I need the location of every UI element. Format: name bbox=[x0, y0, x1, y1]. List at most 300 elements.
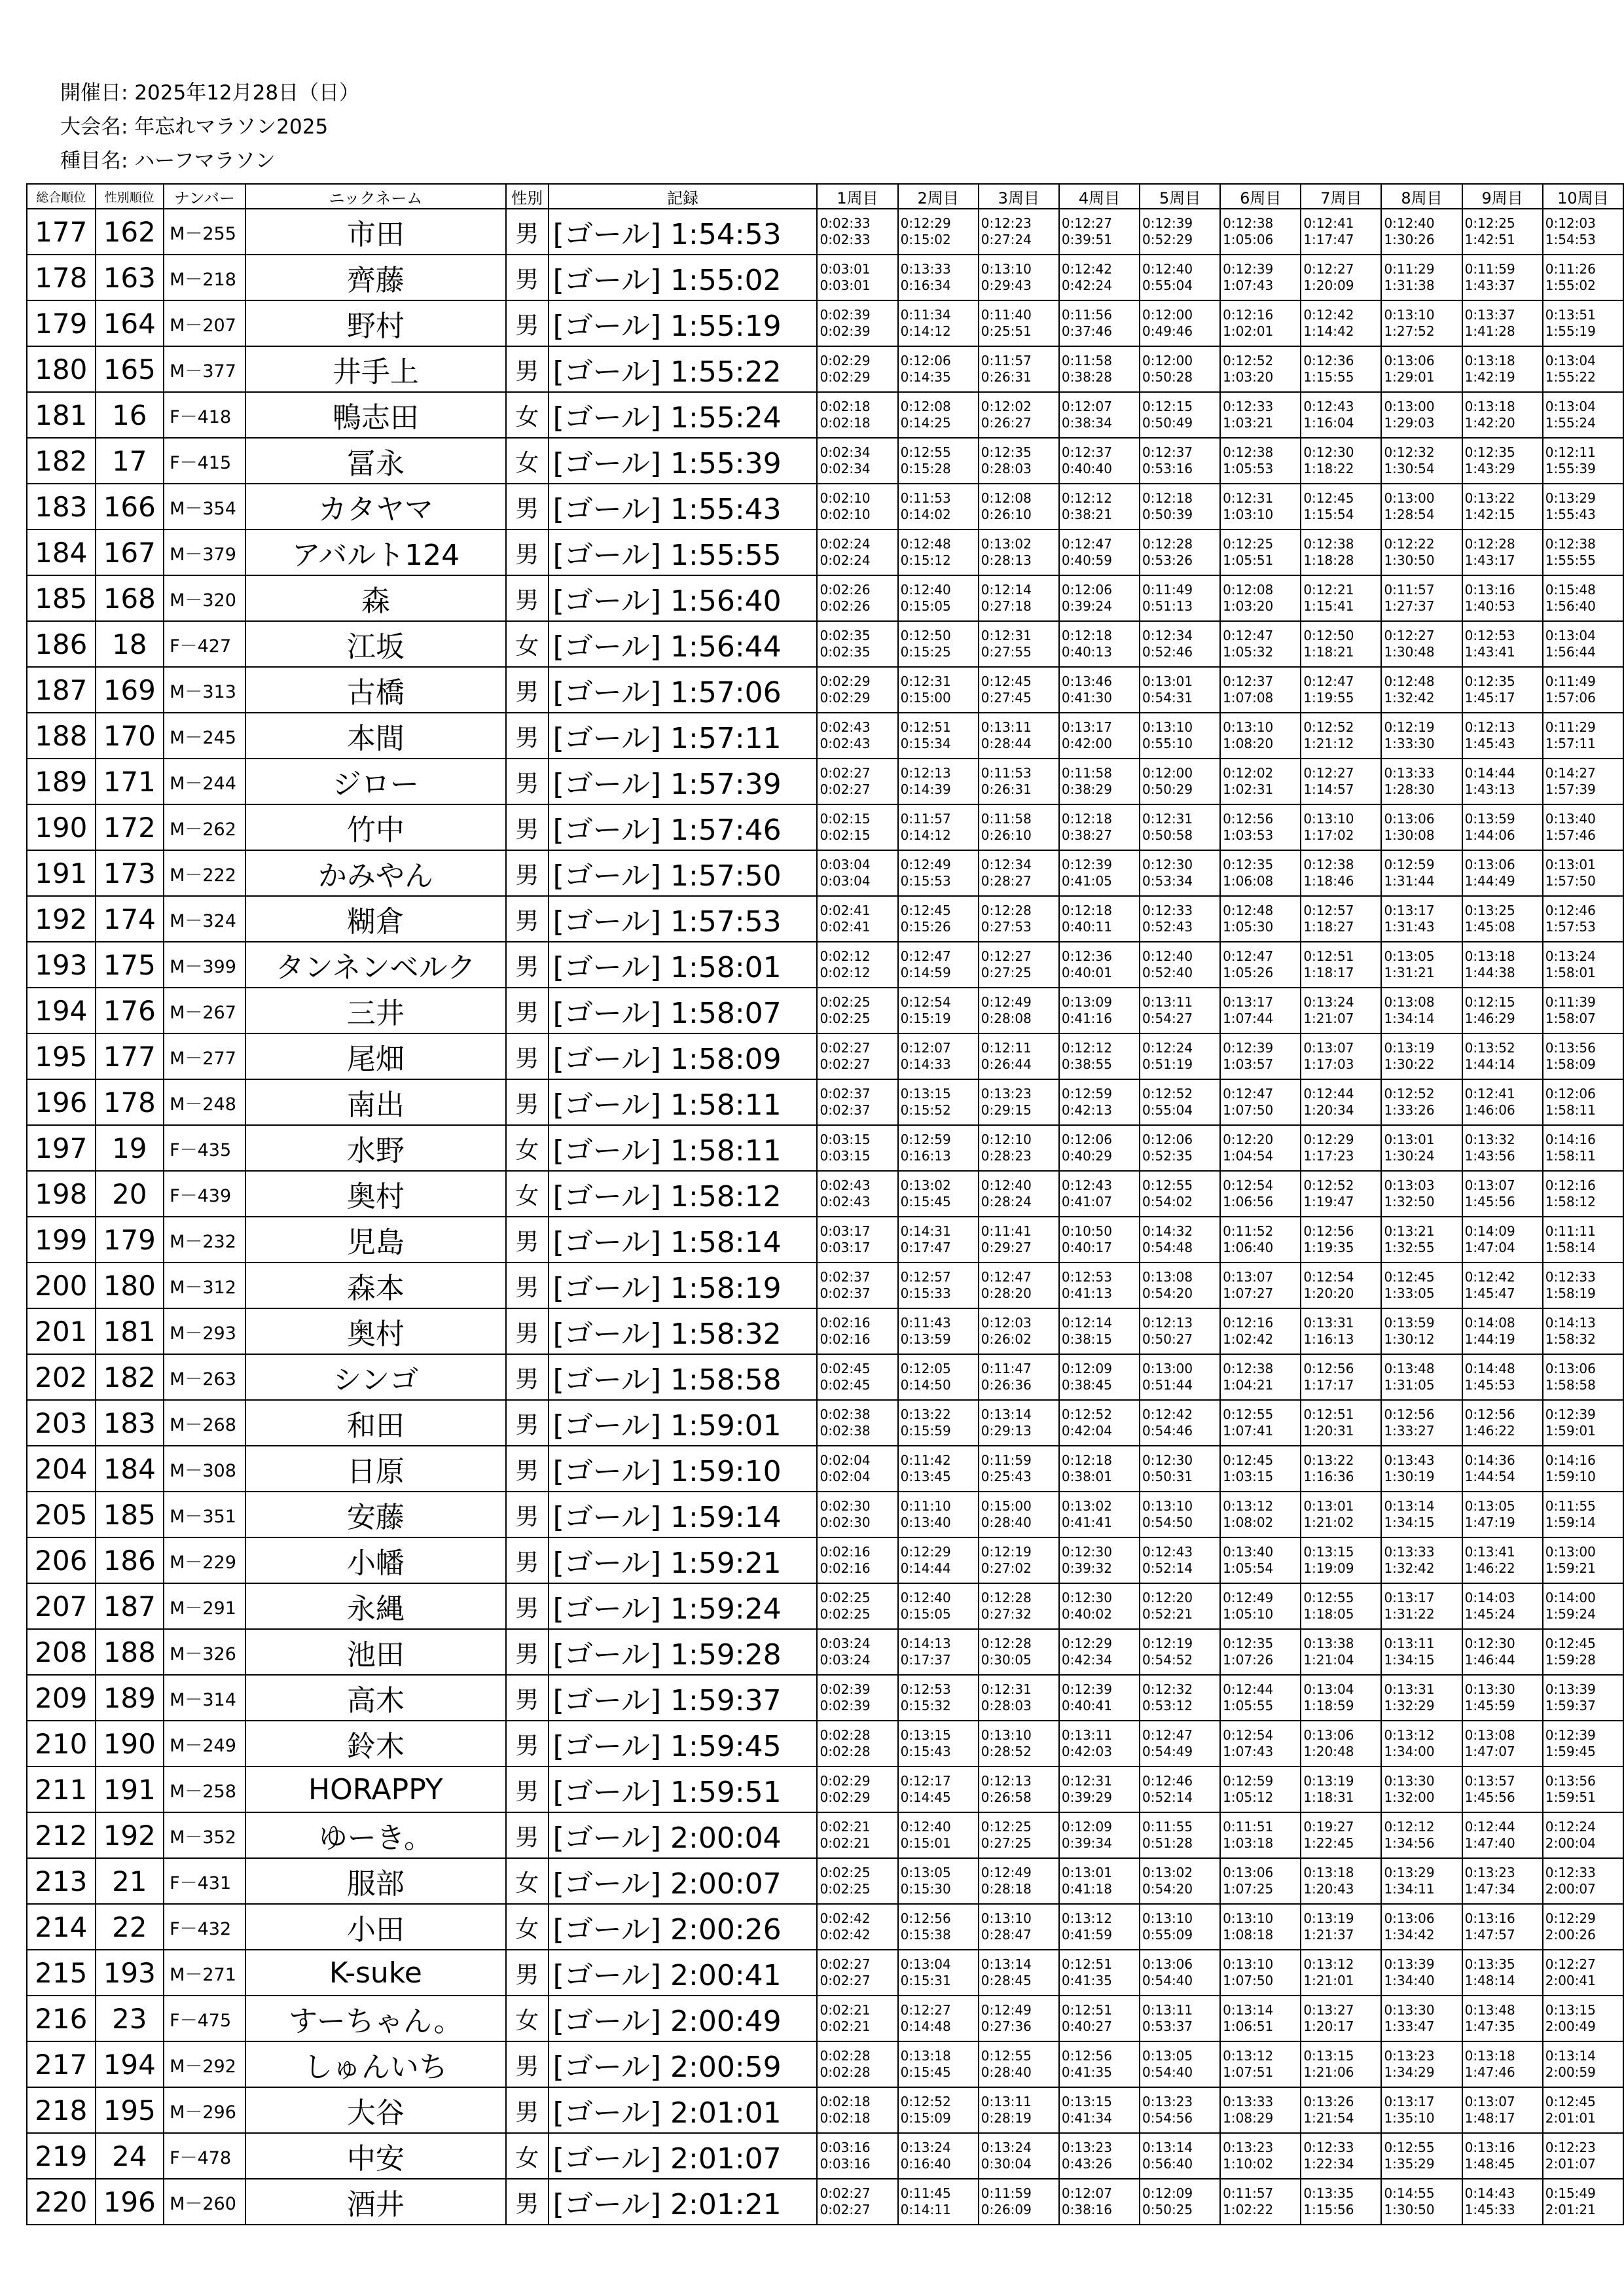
lap-cumulative: 1:34:00 bbox=[1384, 1744, 1435, 1759]
lap-cumulative: 0:27:02 bbox=[981, 1560, 1032, 1576]
lap-split: 0:12:51 bbox=[1303, 1407, 1354, 1422]
lap-split: 0:02:21 bbox=[820, 2002, 871, 2018]
lap-2-cell bbox=[898, 1354, 979, 1400]
lap-9-cell bbox=[1462, 484, 1543, 529]
bib-number: M－351 bbox=[164, 1492, 245, 1537]
nickname: 齊藤 bbox=[245, 255, 506, 300]
overall-rank: 200 bbox=[27, 1263, 96, 1308]
bib-number: M－267 bbox=[164, 988, 245, 1033]
overall-rank: 214 bbox=[27, 1904, 96, 1950]
lap-split: 0:12:39 bbox=[1545, 1727, 1596, 1743]
table-row bbox=[27, 1492, 1623, 1537]
sex: 女 bbox=[506, 1904, 549, 1950]
lap-cumulative: 1:34:15 bbox=[1384, 1652, 1435, 1668]
lap-cumulative: 0:02:12 bbox=[820, 965, 871, 980]
lap-cumulative: 1:44:49 bbox=[1464, 873, 1515, 889]
lap-7-cell bbox=[1301, 1171, 1381, 1217]
lap-split: 0:02:29 bbox=[820, 673, 871, 689]
lap-cumulative: 1:07:27 bbox=[1223, 1285, 1274, 1301]
lap-8-cell bbox=[1381, 1171, 1462, 1217]
lap-cumulative: 1:08:02 bbox=[1223, 1515, 1274, 1530]
gender-rank: 182 bbox=[96, 1354, 164, 1400]
lap-2-cell bbox=[898, 621, 979, 667]
lap-split: 0:12:33 bbox=[1142, 903, 1193, 918]
lap-split: 0:02:18 bbox=[820, 2094, 871, 2109]
lap-split: 0:02:25 bbox=[820, 994, 871, 1010]
lap-split: 0:12:49 bbox=[900, 857, 951, 872]
lap-cumulative: 0:51:13 bbox=[1142, 598, 1193, 614]
lap-2-cell bbox=[898, 1217, 979, 1263]
lap-split: 0:12:14 bbox=[981, 582, 1032, 598]
finish-record: [ゴール] 1:59:24 bbox=[549, 1583, 818, 1629]
table-row bbox=[27, 575, 1623, 621]
lap-9-cell bbox=[1462, 2087, 1543, 2133]
lap-split: 0:11:45 bbox=[900, 2185, 951, 2201]
lap-9-cell bbox=[1462, 529, 1543, 575]
lap-10-cell bbox=[1543, 621, 1623, 667]
lap-split: 0:12:33 bbox=[1303, 2140, 1354, 2155]
lap-cumulative: 1:18:59 bbox=[1303, 1698, 1354, 1713]
overall-rank: 206 bbox=[27, 1537, 96, 1583]
lap-split: 0:13:18 bbox=[900, 2048, 951, 2064]
nickname: シンゴ bbox=[245, 1354, 506, 1400]
lap-split: 0:13:10 bbox=[981, 261, 1032, 277]
lap-cumulative: 0:53:16 bbox=[1142, 461, 1193, 476]
lap-3-cell bbox=[979, 529, 1059, 575]
lap-cumulative: 1:45:08 bbox=[1464, 919, 1515, 935]
lap-cumulative: 1:43:29 bbox=[1464, 461, 1515, 476]
lap-split: 0:12:39 bbox=[1061, 1681, 1112, 1697]
sex: 男 bbox=[506, 896, 549, 942]
sex: 女 bbox=[506, 438, 549, 484]
lap-3-cell bbox=[979, 621, 1059, 667]
lap-cumulative: 0:41:35 bbox=[1061, 2064, 1112, 2080]
lap-6-cell bbox=[1220, 209, 1301, 255]
sex: 男 bbox=[506, 2179, 549, 2225]
finish-record: [ゴール] 1:58:12 bbox=[549, 1171, 818, 1217]
lap-cumulative: 0:26:58 bbox=[981, 1789, 1032, 1805]
lap-6-cell bbox=[1220, 438, 1301, 484]
lap-5-cell bbox=[1140, 621, 1220, 667]
lap-cumulative: 0:14:33 bbox=[900, 1056, 951, 1072]
lap-split: 0:12:51 bbox=[900, 719, 951, 735]
lap-split: 0:02:15 bbox=[820, 811, 871, 827]
lap-6-cell bbox=[1220, 1354, 1301, 1400]
overall-rank: 218 bbox=[27, 2087, 96, 2133]
lap-10-cell bbox=[1543, 1904, 1623, 1950]
lap-cumulative: 1:30:50 bbox=[1384, 552, 1435, 568]
lap-split: 0:13:01 bbox=[1142, 673, 1193, 689]
event-date: 開催日: 2025年12月28日（日） bbox=[60, 81, 360, 105]
finish-record: [ゴール] 1:58:14 bbox=[549, 1217, 818, 1263]
lap-split: 0:12:34 bbox=[1142, 628, 1193, 643]
table-row bbox=[27, 942, 1623, 988]
lap-split: 0:12:48 bbox=[1223, 903, 1274, 918]
gender-rank: 170 bbox=[96, 713, 164, 759]
lap-2-cell bbox=[898, 1950, 979, 1996]
lap-split: 0:13:02 bbox=[1142, 1865, 1193, 1880]
lap-cumulative: 2:00:41 bbox=[1545, 1973, 1596, 1988]
lap-cumulative: 0:14:44 bbox=[900, 1560, 951, 1576]
bib-number: F－432 bbox=[164, 1904, 245, 1950]
lap-split: 0:12:35 bbox=[1223, 1636, 1274, 1651]
finish-record: [ゴール] 1:57:11 bbox=[549, 713, 818, 759]
lap-2-cell bbox=[898, 1583, 979, 1629]
lap-cumulative: 1:42:20 bbox=[1464, 415, 1515, 431]
lap-split: 0:13:10 bbox=[1142, 1498, 1193, 1514]
lap-cumulative: 0:26:31 bbox=[981, 369, 1032, 385]
lap-cumulative: 0:27:24 bbox=[981, 232, 1032, 247]
lap-4-cell bbox=[1059, 1033, 1140, 1079]
lap-cumulative: 0:54:40 bbox=[1142, 1973, 1193, 1988]
lap-cumulative: 0:15:31 bbox=[900, 1973, 951, 1988]
lap-cumulative: 0:29:15 bbox=[981, 1102, 1032, 1118]
lap-cumulative: 1:05:26 bbox=[1223, 965, 1274, 980]
lap-6-cell bbox=[1220, 2041, 1301, 2087]
lap-split: 0:12:38 bbox=[1303, 536, 1354, 552]
lap-cumulative: 0:15:38 bbox=[900, 1927, 951, 1943]
table-row bbox=[27, 1400, 1623, 1446]
lap-2-cell bbox=[898, 759, 979, 804]
lap-split: 0:11:49 bbox=[1142, 582, 1193, 598]
lap-2-cell bbox=[898, 1812, 979, 1858]
lap-split: 0:13:11 bbox=[1142, 994, 1193, 1010]
bib-number: F－475 bbox=[164, 1996, 245, 2041]
lap-5-cell bbox=[1140, 255, 1220, 300]
lap-split: 0:13:33 bbox=[1223, 2094, 1274, 2109]
lap-5-cell bbox=[1140, 1629, 1220, 1675]
lap-split: 0:12:19 bbox=[1384, 719, 1435, 735]
lap-split: 0:12:30 bbox=[1303, 444, 1354, 460]
lap-cumulative: 1:18:17 bbox=[1303, 965, 1354, 980]
lap-4-cell bbox=[1059, 1079, 1140, 1125]
lap-split: 0:12:31 bbox=[981, 1681, 1032, 1697]
lap-split: 0:13:16 bbox=[1464, 1910, 1515, 1926]
sex: 男 bbox=[506, 942, 549, 988]
lap-cumulative: 1:29:03 bbox=[1384, 415, 1435, 431]
lap-cumulative: 1:57:46 bbox=[1545, 827, 1596, 843]
overall-rank: 197 bbox=[27, 1125, 96, 1171]
lap-9-cell bbox=[1462, 621, 1543, 667]
lap-cumulative: 0:37:46 bbox=[1061, 323, 1112, 339]
nickname: 永縄 bbox=[245, 1583, 506, 1629]
lap-5-cell bbox=[1140, 1446, 1220, 1492]
lap-cumulative: 0:14:45 bbox=[900, 1789, 951, 1805]
lap-cumulative: 2:00:49 bbox=[1545, 2018, 1596, 2034]
lap-1-cell bbox=[817, 346, 897, 392]
lap-cumulative: 0:15:26 bbox=[900, 919, 951, 935]
lap-split: 0:19:27 bbox=[1303, 1819, 1354, 1835]
lap-cumulative: 0:28:08 bbox=[981, 1011, 1032, 1026]
lap-cumulative: 0:51:44 bbox=[1142, 1377, 1193, 1393]
finish-record: [ゴール] 1:58:09 bbox=[549, 1033, 818, 1079]
lap-cumulative: 0:28:24 bbox=[981, 1194, 1032, 1210]
lap-5-cell bbox=[1140, 1492, 1220, 1537]
lap-split: 0:12:18 bbox=[1061, 903, 1112, 918]
nickname: 中安 bbox=[245, 2133, 506, 2179]
lap-split: 0:02:38 bbox=[820, 1407, 871, 1422]
lap-cumulative: 0:53:12 bbox=[1142, 1698, 1193, 1713]
lap-4-cell bbox=[1059, 300, 1140, 346]
lap-cumulative: 0:02:28 bbox=[820, 2064, 871, 2080]
lap-8-cell bbox=[1381, 667, 1462, 713]
lap-split: 0:13:06 bbox=[1223, 1865, 1274, 1880]
overall-rank: 191 bbox=[27, 850, 96, 896]
lap-split: 0:02:10 bbox=[820, 490, 871, 506]
lap-split: 0:02:30 bbox=[820, 1498, 871, 1514]
lap-10-cell bbox=[1543, 1812, 1623, 1858]
lap-3-cell bbox=[979, 392, 1059, 438]
sex: 男 bbox=[506, 1308, 549, 1354]
lap-7-cell bbox=[1301, 804, 1381, 850]
lap-split: 0:11:41 bbox=[981, 1223, 1032, 1239]
lap-cumulative: 0:26:10 bbox=[981, 827, 1032, 843]
lap-cumulative: 1:20:20 bbox=[1303, 1285, 1354, 1301]
lap-2-cell bbox=[898, 1033, 979, 1079]
lap-1-cell bbox=[817, 1033, 897, 1079]
lap-split: 0:12:09 bbox=[1142, 2185, 1193, 2201]
bib-number: M－271 bbox=[164, 1950, 245, 1996]
lap-split: 0:12:49 bbox=[1223, 1590, 1274, 1605]
lap-cumulative: 1:14:42 bbox=[1303, 323, 1354, 339]
lap-cumulative: 1:46:44 bbox=[1464, 1652, 1515, 1668]
lap-split: 0:02:35 bbox=[820, 628, 871, 643]
lap-split: 0:11:58 bbox=[1061, 765, 1112, 781]
lap-7-cell bbox=[1301, 1904, 1381, 1950]
lap-cumulative: 0:14:59 bbox=[900, 965, 951, 980]
lap-split: 0:13:04 bbox=[1545, 628, 1596, 643]
lap-split: 0:12:13 bbox=[900, 765, 951, 781]
lap-split: 0:12:39 bbox=[1061, 857, 1112, 872]
finish-record: [ゴール] 1:59:01 bbox=[549, 1400, 818, 1446]
overall-rank: 208 bbox=[27, 1629, 96, 1675]
lap-cumulative: 1:40:53 bbox=[1464, 598, 1515, 614]
lap-4-cell bbox=[1059, 1858, 1140, 1904]
lap-split: 0:13:04 bbox=[1545, 399, 1596, 414]
bib-number: F－435 bbox=[164, 1125, 245, 1171]
lap-9-cell bbox=[1462, 1446, 1543, 1492]
finish-record: [ゴール] 1:57:06 bbox=[549, 667, 818, 713]
lap-3-cell bbox=[979, 713, 1059, 759]
lap-3-cell bbox=[979, 1354, 1059, 1400]
sex: 男 bbox=[506, 209, 549, 255]
table-row bbox=[27, 1171, 1623, 1217]
lap-cumulative: 0:41:30 bbox=[1061, 690, 1112, 706]
lap-cumulative: 0:52:14 bbox=[1142, 1789, 1193, 1805]
lap-split: 0:13:35 bbox=[1464, 1956, 1515, 1972]
lap-split: 0:13:06 bbox=[1142, 1956, 1193, 1972]
lap-split: 0:12:42 bbox=[1142, 1407, 1193, 1422]
lap-cumulative: 1:34:11 bbox=[1384, 1881, 1435, 1897]
lap-3-cell bbox=[979, 1583, 1059, 1629]
overall-rank: 198 bbox=[27, 1171, 96, 1217]
lap-8-cell bbox=[1381, 1079, 1462, 1125]
finish-record: [ゴール] 1:55:24 bbox=[549, 392, 818, 438]
lap-split: 0:02:27 bbox=[820, 1956, 871, 1972]
lap-split: 0:12:45 bbox=[1303, 490, 1354, 506]
lap-cumulative: 1:07:08 bbox=[1223, 690, 1274, 706]
lap-10-cell bbox=[1543, 484, 1623, 529]
lap-cumulative: 0:15:12 bbox=[900, 552, 951, 568]
lap-cumulative: 1:15:54 bbox=[1303, 507, 1354, 522]
lap-cumulative: 0:02:35 bbox=[820, 644, 871, 660]
lap-split: 0:12:06 bbox=[1142, 1132, 1193, 1147]
lap-4-cell bbox=[1059, 575, 1140, 621]
lap-cumulative: 1:07:26 bbox=[1223, 1652, 1274, 1668]
lap-cumulative: 0:02:16 bbox=[820, 1560, 871, 1576]
lap-split: 0:12:23 bbox=[1545, 2140, 1596, 2155]
lap-split: 0:12:35 bbox=[1464, 444, 1515, 460]
lap-split: 0:11:59 bbox=[1464, 261, 1515, 277]
lap-split: 0:12:47 bbox=[1303, 673, 1354, 689]
finish-record: [ゴール] 1:58:32 bbox=[549, 1308, 818, 1354]
gender-rank: 176 bbox=[96, 988, 164, 1033]
lap-7-cell bbox=[1301, 1629, 1381, 1675]
lap-split: 0:02:12 bbox=[820, 948, 871, 964]
lap-cumulative: 0:38:45 bbox=[1061, 1377, 1112, 1393]
lap-4-cell bbox=[1059, 896, 1140, 942]
lap-9-cell bbox=[1462, 1858, 1543, 1904]
bib-number: M－377 bbox=[164, 346, 245, 392]
gender-rank: 22 bbox=[96, 1904, 164, 1950]
lap-2-cell bbox=[898, 804, 979, 850]
lap-split: 0:12:19 bbox=[1142, 1636, 1193, 1651]
lap-split: 0:12:19 bbox=[981, 1544, 1032, 1560]
lap-2-cell bbox=[898, 667, 979, 713]
lap-8-cell bbox=[1381, 1675, 1462, 1721]
lap-split: 0:02:27 bbox=[820, 1040, 871, 1056]
lap-cumulative: 1:17:17 bbox=[1303, 1377, 1354, 1393]
lap-split: 0:12:52 bbox=[1303, 719, 1354, 735]
lap-split: 0:13:18 bbox=[1464, 353, 1515, 368]
col-number: ナンバー bbox=[164, 184, 245, 209]
lap-cumulative: 1:45:59 bbox=[1464, 1698, 1515, 1713]
lap-cumulative: 1:19:35 bbox=[1303, 1240, 1354, 1255]
lap-split: 0:12:06 bbox=[1545, 1086, 1596, 1102]
lap-5-cell bbox=[1140, 529, 1220, 575]
lap-4-cell bbox=[1059, 255, 1140, 300]
table-row bbox=[27, 621, 1623, 667]
finish-record: [ゴール] 1:59:45 bbox=[549, 1721, 818, 1767]
bib-number: M－399 bbox=[164, 942, 245, 988]
lap-split: 0:13:56 bbox=[1545, 1040, 1596, 1056]
lap-3-cell bbox=[979, 988, 1059, 1033]
lap-split: 0:12:30 bbox=[1061, 1590, 1112, 1605]
finish-record: [ゴール] 1:58:01 bbox=[549, 942, 818, 988]
lap-split: 0:13:59 bbox=[1384, 1315, 1435, 1331]
table-row bbox=[27, 438, 1623, 484]
lap-split: 0:13:04 bbox=[1303, 1681, 1354, 1697]
lap-3-cell bbox=[979, 2041, 1059, 2087]
lap-3-cell bbox=[979, 1537, 1059, 1583]
sex: 女 bbox=[506, 1171, 549, 1217]
lap-cumulative: 0:25:43 bbox=[981, 1469, 1032, 1484]
gender-rank: 24 bbox=[96, 2133, 164, 2179]
lap-cumulative: 1:06:56 bbox=[1223, 1194, 1274, 1210]
lap-10-cell bbox=[1543, 438, 1623, 484]
lap-cumulative: 1:02:31 bbox=[1223, 781, 1274, 797]
lap-cumulative: 1:44:19 bbox=[1464, 1331, 1515, 1347]
nickname: 高木 bbox=[245, 1675, 506, 1721]
table-row bbox=[27, 1996, 1623, 2041]
nickname: 奥村 bbox=[245, 1171, 506, 1217]
lap-3-cell bbox=[979, 804, 1059, 850]
lap-split: 0:02:43 bbox=[820, 1177, 871, 1193]
sex: 女 bbox=[506, 1996, 549, 2041]
lap-split: 0:12:03 bbox=[981, 1315, 1032, 1331]
lap-cumulative: 0:40:29 bbox=[1061, 1148, 1112, 1164]
lap-split: 0:12:00 bbox=[1142, 353, 1193, 368]
lap-cumulative: 0:53:26 bbox=[1142, 552, 1193, 568]
lap-8-cell bbox=[1381, 759, 1462, 804]
lap-cumulative: 0:02:27 bbox=[820, 781, 871, 797]
lap-split: 0:03:24 bbox=[820, 1636, 871, 1651]
lap-split: 0:11:57 bbox=[1223, 2185, 1274, 2201]
lap-1-cell bbox=[817, 255, 897, 300]
lap-cumulative: 1:05:53 bbox=[1223, 461, 1274, 476]
lap-split: 0:12:38 bbox=[1223, 215, 1274, 231]
lap-split: 0:12:38 bbox=[1223, 1361, 1274, 1376]
lap-4-cell bbox=[1059, 1125, 1140, 1171]
lap-cumulative: 1:47:07 bbox=[1464, 1744, 1515, 1759]
lap-6-cell bbox=[1220, 942, 1301, 988]
lap-4-cell bbox=[1059, 1675, 1140, 1721]
lap-split: 0:13:32 bbox=[1464, 1132, 1515, 1147]
bib-number: M－248 bbox=[164, 1079, 245, 1125]
lap-cumulative: 1:58:09 bbox=[1545, 1056, 1596, 1072]
lap-4-cell bbox=[1059, 1812, 1140, 1858]
lap-cumulative: 1:28:30 bbox=[1384, 781, 1435, 797]
finish-record: [ゴール] 1:58:07 bbox=[549, 988, 818, 1033]
lap-cumulative: 1:20:31 bbox=[1303, 1423, 1354, 1439]
lap-cumulative: 0:02:37 bbox=[820, 1102, 871, 1118]
finish-record: [ゴール] 1:59:28 bbox=[549, 1629, 818, 1675]
sex: 男 bbox=[506, 1950, 549, 1996]
lap-7-cell bbox=[1301, 1812, 1381, 1858]
lap-split: 0:13:14 bbox=[1142, 2140, 1193, 2155]
lap-10-cell bbox=[1543, 529, 1623, 575]
lap-cumulative: 0:03:24 bbox=[820, 1652, 871, 1668]
lap-split: 0:15:48 bbox=[1545, 582, 1596, 598]
lap-1-cell bbox=[817, 1354, 897, 1400]
lap-split: 0:12:52 bbox=[1384, 1086, 1435, 1102]
lap-split: 0:13:30 bbox=[1464, 1681, 1515, 1697]
finish-record: [ゴール] 1:59:51 bbox=[549, 1767, 818, 1812]
lap-cumulative: 1:14:57 bbox=[1303, 781, 1354, 797]
gender-rank: 180 bbox=[96, 1263, 164, 1308]
lap-2-cell bbox=[898, 896, 979, 942]
sex: 男 bbox=[506, 1675, 549, 1721]
lap-cumulative: 0:41:07 bbox=[1061, 1194, 1112, 1210]
lap-cumulative: 0:41:05 bbox=[1061, 873, 1112, 889]
lap-split: 0:13:12 bbox=[1223, 2048, 1274, 2064]
lap-cumulative: 1:57:53 bbox=[1545, 919, 1596, 935]
lap-cumulative: 1:59:10 bbox=[1545, 1469, 1596, 1484]
lap-10-cell bbox=[1543, 1079, 1623, 1125]
lap-split: 0:13:18 bbox=[1464, 2048, 1515, 2064]
lap-6-cell bbox=[1220, 804, 1301, 850]
lap-cumulative: 0:38:34 bbox=[1061, 415, 1112, 431]
lap-6-cell bbox=[1220, 255, 1301, 300]
bib-number: M－313 bbox=[164, 667, 245, 713]
bib-number: M－244 bbox=[164, 759, 245, 804]
sex: 男 bbox=[506, 484, 549, 529]
lap-cumulative: 1:07:41 bbox=[1223, 1423, 1274, 1439]
gender-rank: 178 bbox=[96, 1079, 164, 1125]
sex: 男 bbox=[506, 1767, 549, 1812]
sex: 男 bbox=[506, 2087, 549, 2133]
lap-split: 0:12:16 bbox=[1223, 1315, 1274, 1331]
